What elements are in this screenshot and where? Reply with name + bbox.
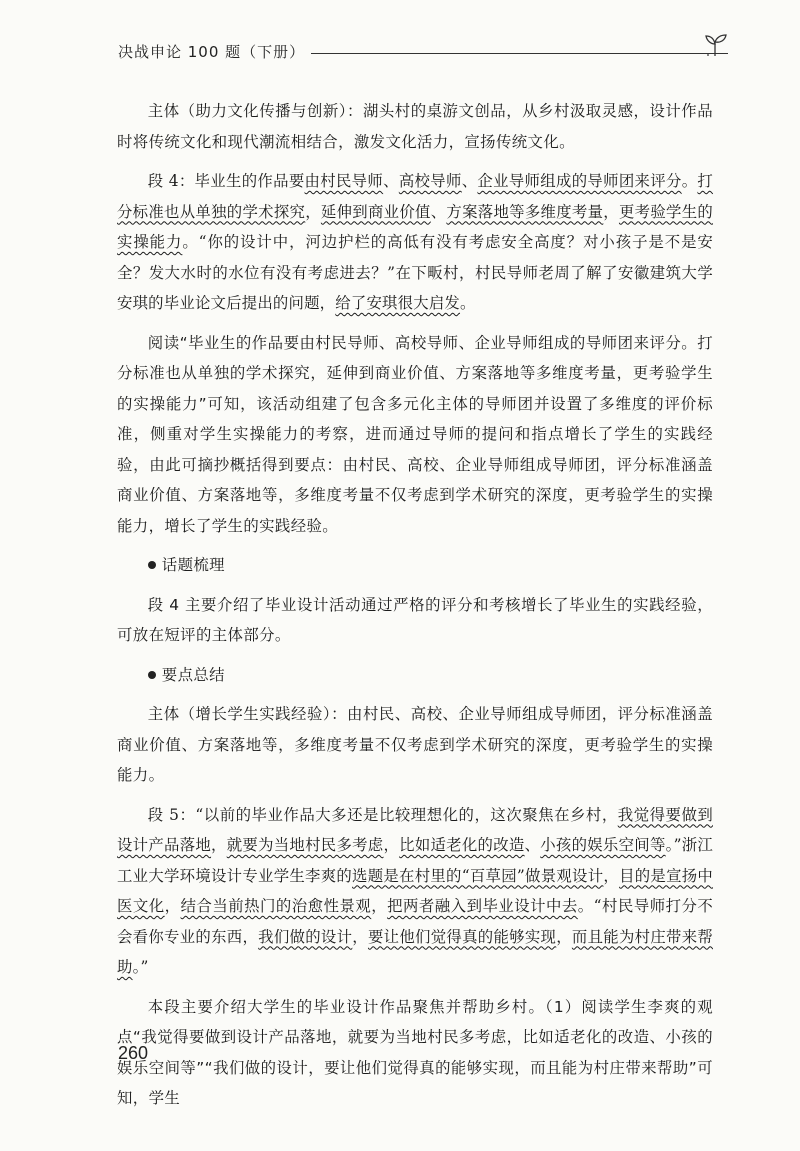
text-run: 。“村民导师打分不会看你专业的东西， [117, 897, 713, 946]
text-run: 段 5：“以前的毕业作品大多还是比较理想化的，这次聚焦在乡村， [147, 805, 618, 824]
text-run: 、 [430, 202, 447, 221]
text-run: ， [556, 927, 572, 946]
paragraph-analysis-5 [117, 992, 713, 1114]
underlined-phrase: 由村民导师 [304, 172, 384, 190]
text-run: 段 4：毕业生的作品要 [147, 172, 305, 190]
underlined-phrase: 打分标准也从单独的学术探究 [117, 172, 713, 221]
text-run: 本段主要介绍大学生的毕业设计作品聚焦并帮助乡村。（1）阅读学生李爽的观点“我觉得要做到设计产品落地，就要为当地村民多考虑，比如适老化的改造、小孩的娱乐空间等”“我们做的设计，要让他们觉得真的能够实现，而且能为村庄带来帮助”可知，学生 [117, 997, 713, 1107]
text-run: 主体（增长学生实践经验）：由村民、高校、企业导师组成导师团，评分标准涵盖商业价值、方案落地等，多维度考量不仅考虑到学术研究的深度，更考验学生的实操能力。 [117, 705, 713, 784]
text-run: 。 [460, 294, 476, 312]
underlined-phrase: 目的是宣扬中医文化 [117, 866, 713, 915]
sprout-icon [700, 30, 730, 60]
underlined-phrase: 高校导师 [398, 172, 462, 190]
section-heading [117, 660, 713, 691]
page-body [117, 96, 713, 1123]
text-run: ， [211, 836, 227, 854]
text-run: ， [383, 836, 400, 854]
underlined-phrase: 延伸到商业价值 [320, 202, 431, 221]
text-run: 。“你的设计中，河边护栏的高低有没有考虑安全高度？对小孩子是不是安全？发大水时的水位有没有考虑进去？”在下畈村，村民导师老周了解了安徽建筑大学安琪的毕业论文后提出的问题， [117, 233, 713, 312]
text-run: 阅读“毕业生的作品要由村民导师、高校导师、企业导师组成的导师团来评分。打分标准也从单独的学术探究，延伸到商业价值、方案落地等多维度考量，更考验学生的实操能力”可知，该活动组建了包含多元化主体的导师团并设置了多维度的评价标准，侧重对学生实操能力的考察，进而通过导师的提问和指点增长了学生的实践经验，由此可摘抄概括得到要点：由村民、高校、企业导师组成导师团，评分标准涵盖商业价值、方案落地等，多维度考量不仅考虑到学术研究的深度，更考验学生的实操能力，增长了学生的实践经验。 [117, 333, 713, 535]
underlined-phrase: 而且能为村庄带来帮助 [117, 927, 713, 976]
underlined-phrase: 结合当前热门的治愈性景观 [180, 897, 372, 915]
text-run: 。 [681, 172, 698, 190]
text-run: ， [352, 927, 368, 946]
paragraph-topic-4 [117, 590, 713, 651]
text-run: ， [603, 202, 619, 221]
text-run: 、 [524, 836, 541, 854]
text-run: 话题梳理 [161, 556, 225, 574]
underlined-phrase: 比如适老化的改造 [399, 836, 525, 854]
underlined-phrase: 小孩的娱乐空间等 [540, 836, 666, 854]
paragraph-source-5 [117, 800, 713, 983]
page-number: 260 [118, 1043, 149, 1063]
book-title: 决战申论 100 题（下册） [118, 42, 306, 61]
text-run: 、 [383, 172, 399, 190]
header-rule [311, 53, 728, 54]
text-run: 。”浙江工业大学环境设计专业学生李爽的 [117, 836, 714, 885]
text-run: 。” [132, 958, 149, 976]
text-run: 、 [461, 172, 478, 190]
text-run: 要点总结 [161, 665, 225, 684]
underlined-phrase: 要让他们觉得真的能够实现 [367, 927, 557, 946]
underlined-phrase: 更考验学生的实操能力 [117, 202, 713, 251]
underlined-phrase: 把两者融入到毕业设计中去 [387, 897, 578, 915]
text-run: ， [371, 897, 388, 915]
text-run: ， [305, 202, 321, 221]
underlined-phrase: 我们做的设计 [258, 927, 353, 946]
paragraph-analysis-4 [117, 328, 713, 542]
underlined-phrase: 企业导师组成的导师团来评分 [477, 172, 682, 190]
text-run: 段 4 主要介绍了毕业设计活动通过严格的评分和考核增长了毕业生的实践经验，可放在短评的主体部分。 [117, 595, 713, 644]
bullet-dot-icon [148, 561, 156, 569]
text-run: ， [164, 897, 181, 915]
underlined-phrase: 就要为当地村民多考虑 [226, 836, 384, 854]
paragraph-summary-1 [117, 96, 713, 157]
text-run: 主体（助力文化传播与创新）：湖头村的桌游文创品，从乡村汲取灵感，设计作品时将传统文化和现代潮流相结合，激发文化活力，宣扬传统文化。 [117, 102, 713, 151]
underlined-phrase: 方案落地等多维度考量 [446, 202, 604, 221]
bullet-dot-icon [148, 671, 156, 679]
underlined-phrase: 给了安琪很大启发 [335, 294, 461, 312]
paragraph-source-4 [117, 166, 713, 319]
running-header [118, 38, 728, 64]
text-run: ， [603, 866, 620, 885]
section-heading [117, 550, 713, 581]
paragraph-summary-2 [117, 699, 713, 791]
underlined-phrase: 我觉得要做到设计产品落地 [117, 805, 713, 854]
underlined-phrase: 选题是在村里的“百草园”做景观设计 [352, 866, 604, 885]
